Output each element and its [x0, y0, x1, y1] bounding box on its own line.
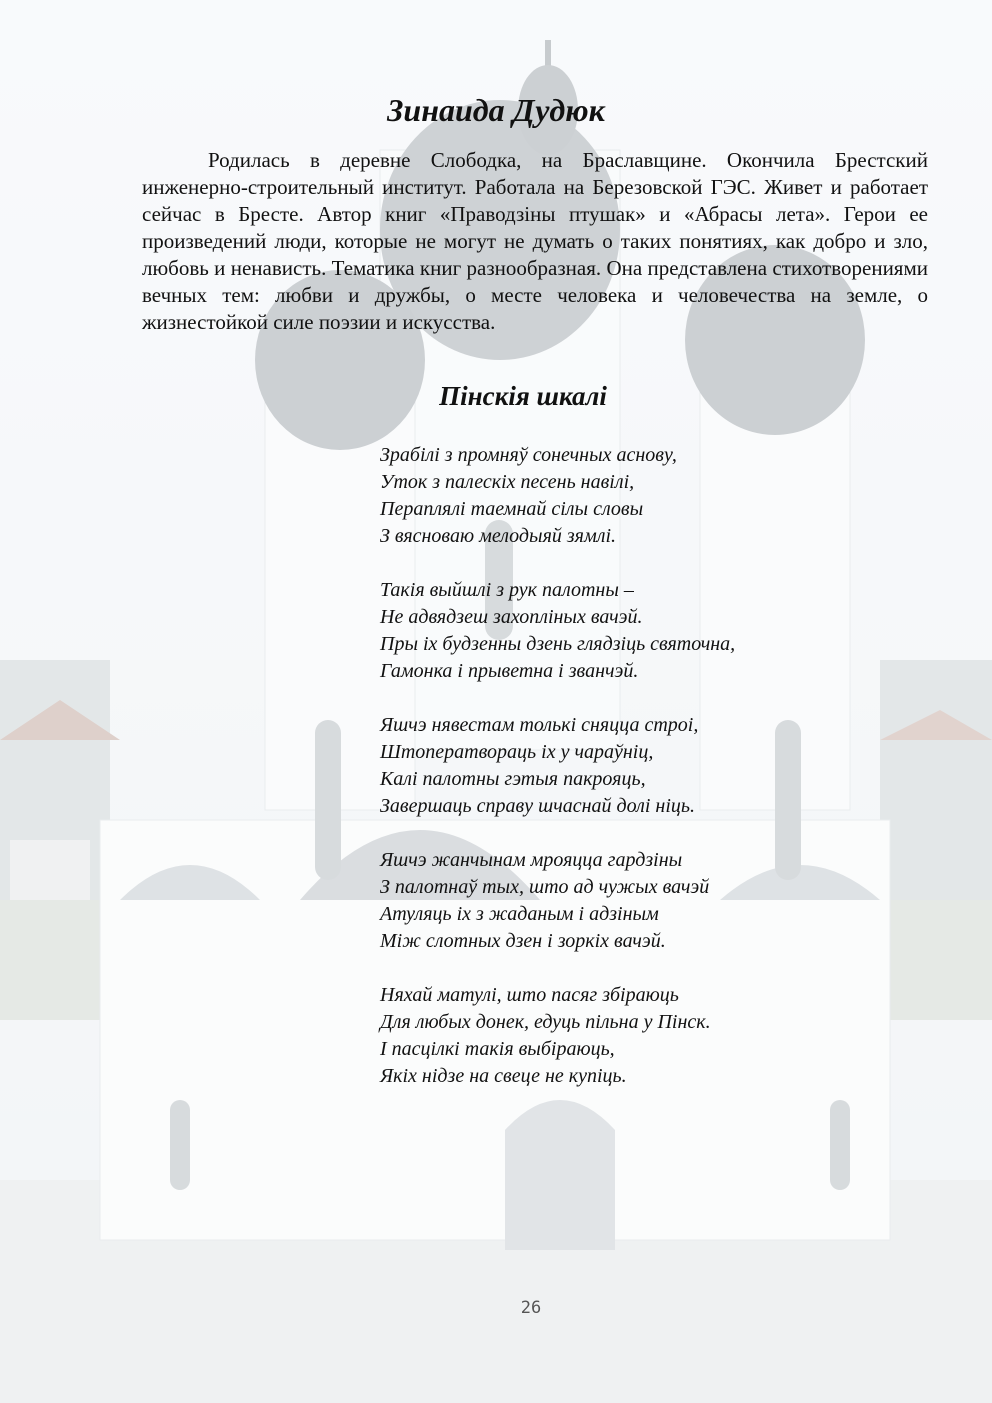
- poem-line: Такія выйшлі з рук палотны –: [380, 579, 634, 601]
- poem-line: Для любых донек, едуць пільна у Пінск.: [380, 1011, 711, 1033]
- poem-line: Няхай матулі, што пасяг збіраюць: [380, 984, 679, 1006]
- poem-stanza: [380, 577, 850, 685]
- poem-line: Зрабілі з промняў сонечных аснову,: [380, 444, 677, 466]
- poem-line: І пасцілкі такія выбіраюць,: [380, 1038, 615, 1060]
- author-heading: Зинаида Дудюк: [387, 92, 605, 128]
- poem-line: Пры іх будзенны дзень глядзіць святочна,: [380, 633, 736, 655]
- poem-line: Атуляць іх з жаданым і адзіным: [380, 903, 659, 925]
- poem-line: Завершаць справу шчаснай долі ніць.: [380, 795, 696, 817]
- author-biography: Родилась в деревне Слободка, на Браславщине. Окончила Брестский инженерно-строительный институт. Работала на Березовской ГЭС. Живет и работает сейчас в Бресте. Автор книг «Праводзіны птушак» и «Абрасы лета». Герои ее произведений люди, которые не могут не думать о таких понятиях, как добро и зло, любовь и ненависть. Тематика книг разнообразная. Она представлена стихотворениями вечных тем: любви и дружбы, о месте человека и человечества на земле, о жизнестойкой силе поэзии и искусства.: [142, 148, 928, 334]
- poem-stanza: [380, 712, 850, 820]
- poem-line: Пераплялі таемнай сілы словы: [380, 498, 644, 520]
- poem-stanza: [380, 982, 850, 1090]
- page-number: 26: [520, 1298, 542, 1318]
- poem-line: Не адвядзеш захопліных вачэй.: [380, 606, 643, 628]
- poem-line: Між слотных дзен і зоркіх вачэй.: [380, 930, 666, 952]
- poem-line: Калі палотны гэтыя пакрояць,: [380, 768, 646, 790]
- poem-stanza: [380, 442, 850, 550]
- poem-line: Штоператвораць іх у чараўніц,: [380, 741, 654, 763]
- poem-body: [380, 442, 850, 1117]
- poem-line: Якіх нідзе на свеце не купіць.: [380, 1065, 627, 1087]
- poem-line: З палотнаў тых, што ад чужых вачэй: [380, 876, 710, 898]
- poem-title: Пінскія шкалі: [439, 381, 607, 411]
- poem-stanza: [380, 847, 850, 955]
- poem-line: Уток з палескіх песень навілі,: [380, 471, 635, 493]
- poem-line: З вясноваю мелодыяй зямлі.: [380, 525, 617, 547]
- poem-line: Гамонка і прыветна і званчэй.: [380, 660, 639, 682]
- poem-line: Яшчэ нявестам толькі сняцца строі,: [380, 714, 699, 736]
- poem-line: Яшчэ жанчынам мрояцца гардзіны: [380, 849, 683, 871]
